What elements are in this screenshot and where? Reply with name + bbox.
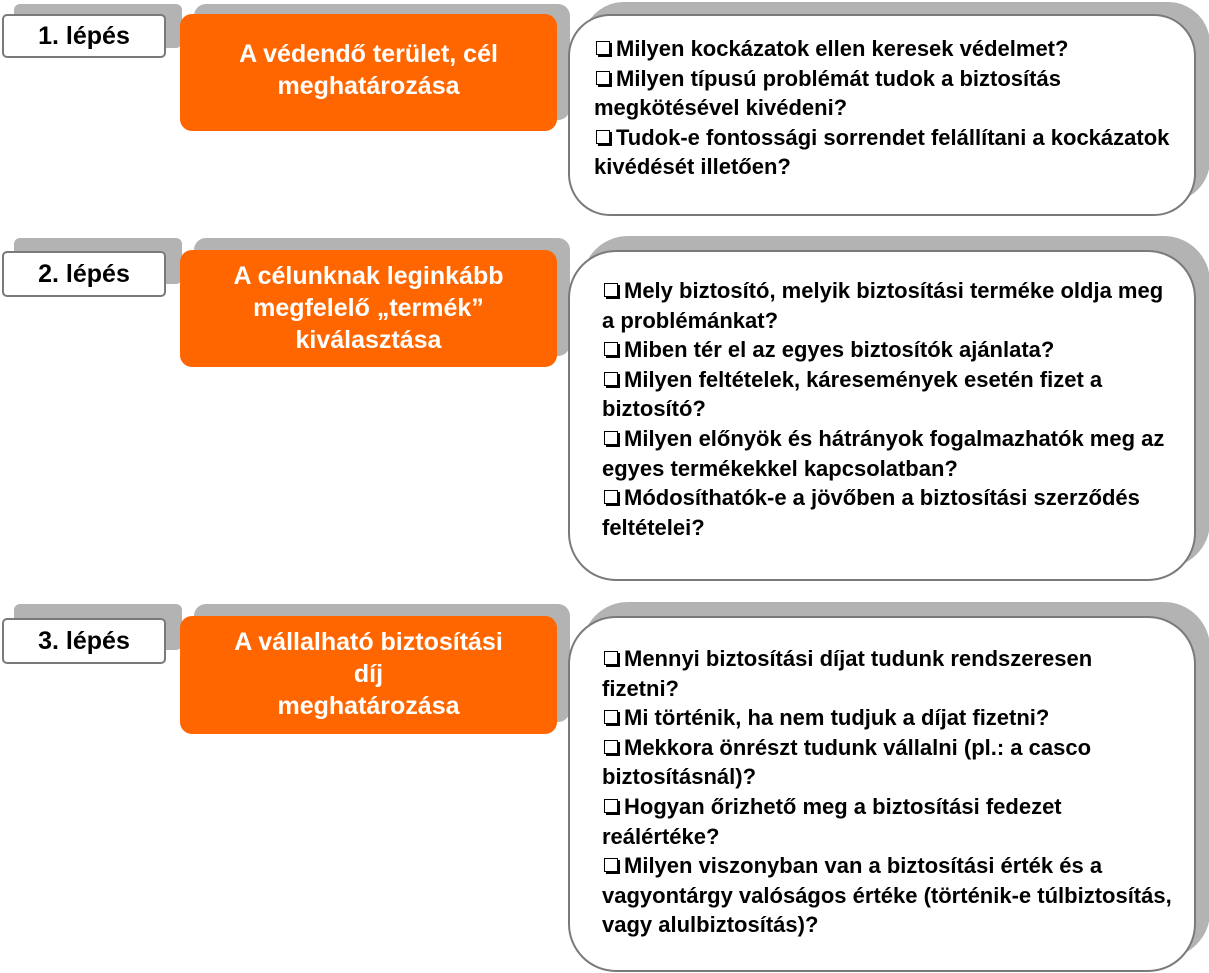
checkbox-bullet-icon xyxy=(604,431,618,445)
step-2-question-list xyxy=(602,276,1174,542)
step-2-label: 2. lépés xyxy=(2,251,166,297)
step-1-label: 1. lépés xyxy=(2,14,166,58)
checkbox-bullet-icon xyxy=(604,490,618,504)
step-3-title-line-2: díj xyxy=(353,660,384,688)
checkbox-bullet-icon xyxy=(604,342,618,356)
question-item: Mely biztosító, melyik biztosítási terméke oldja meg a problémánkat? xyxy=(602,278,1164,333)
question-item: Hogyan őrizhető meg a biztosítási fedezet reálértéke? xyxy=(602,793,1062,849)
step-3-title-line-1: A vállalható biztosítási xyxy=(234,628,503,656)
checkbox-bullet-icon xyxy=(604,799,618,813)
checkbox-bullet-icon xyxy=(604,710,618,724)
question-item: Milyen viszonyban van a biztosítási érték és a vagyontárgy valóságos értéke (történik-e túlbiztosítás, vagy alulbiztosítás)? xyxy=(602,853,1172,938)
question-item: Mi történik, ha nem tudjuk a díjat fizetni? xyxy=(602,703,1174,733)
checkbox-bullet-icon xyxy=(604,283,618,297)
checkbox-bullet-icon xyxy=(604,740,618,754)
step-2-title-line-3: kiválasztása xyxy=(295,326,442,354)
step-3-title xyxy=(180,616,557,734)
step-3-title-line-3: meghatározása xyxy=(277,692,460,720)
checkbox-bullet-icon xyxy=(604,858,618,872)
step-3-question-list xyxy=(602,644,1174,940)
question-item: Milyen előnyök és hátrányok fogalmazhatók meg az egyes termékekkel kapcsolatban? xyxy=(602,425,1165,481)
question-item: Tudok-e fontossági sorrendet felállítani a kockázatok kivédését illetően? xyxy=(594,124,1170,180)
step-1-title-line-1: A védendő terület, cél xyxy=(239,40,498,68)
step-2-title-line-1: A célunknak leginkább xyxy=(233,262,504,290)
question-item: Mekkora önrészt tudunk vállalni (pl.: a casco biztosításnál)? xyxy=(602,734,1092,790)
step-2-questions-box xyxy=(568,250,1196,581)
question-item: Módosíthatók-e a jövőben a biztosítási szerződés feltételei? xyxy=(602,485,1140,540)
step-2-title xyxy=(180,250,557,367)
checkbox-bullet-icon xyxy=(596,130,610,144)
step-1-questions-box xyxy=(568,14,1196,216)
question-item: Milyen típusú problémát tudok a biztosítás megkötésével kivédeni? xyxy=(594,65,1061,121)
checkbox-bullet-icon xyxy=(604,651,618,665)
step-1-title-line-2: meghatározása xyxy=(277,72,460,100)
step-2-title-line-2: megfelelő „termék” xyxy=(253,294,484,322)
checkbox-bullet-icon xyxy=(604,372,618,386)
question-item: Mennyi biztosítási díjat tudunk rendszeresen fizetni? xyxy=(602,646,1093,701)
step-3-questions-box xyxy=(568,616,1196,972)
question-item: Milyen kockázatok ellen keresek védelmet? xyxy=(594,34,1174,64)
step-1-title xyxy=(180,14,557,131)
checkbox-bullet-icon xyxy=(596,71,610,85)
step-1-question-list xyxy=(594,34,1174,182)
step-3-label: 3. lépés xyxy=(2,618,166,664)
question-item: Miben tér el az egyes biztosítók ajánlata? xyxy=(602,335,1174,365)
question-item: Milyen feltételek, káresemények esetén fizet a biztosító? xyxy=(602,366,1103,422)
checkbox-bullet-icon xyxy=(596,41,610,55)
